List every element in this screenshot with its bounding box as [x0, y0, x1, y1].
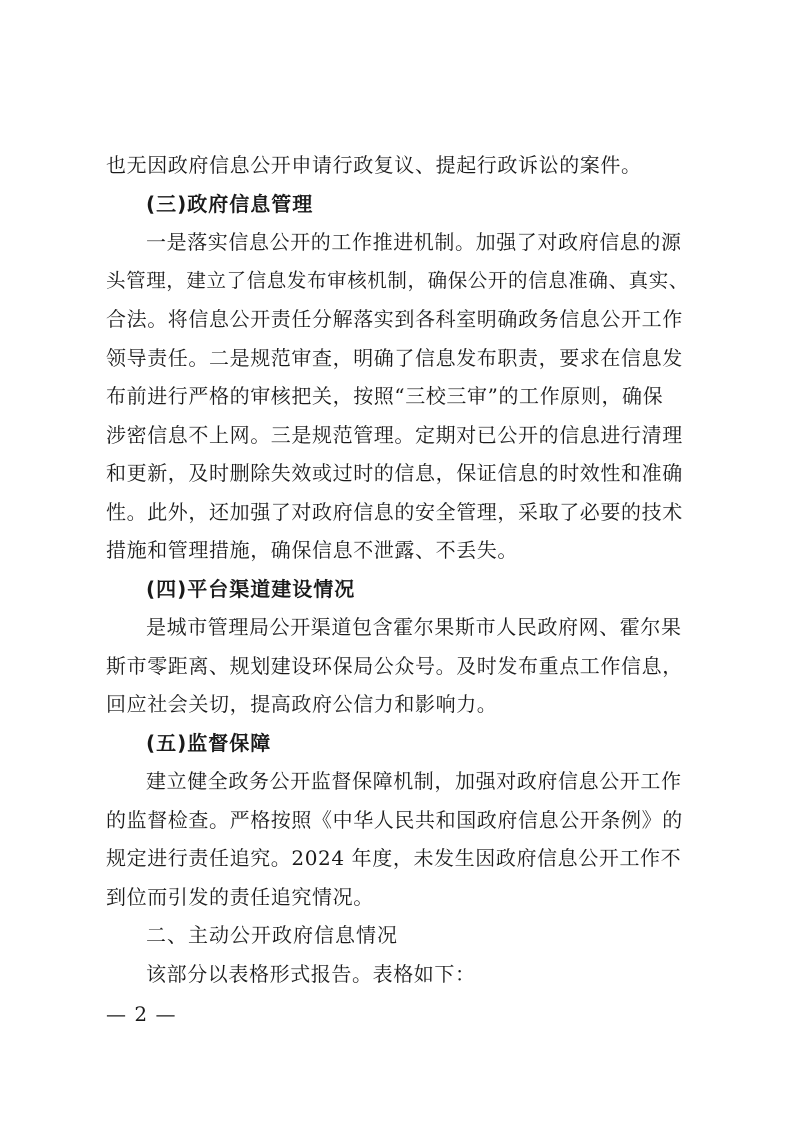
- paragraph-line: 涉密信息不上网。三是规范管理。定期对已公开的信息进行清理: [106, 422, 683, 447]
- section-heading: (五)监督保障: [146, 730, 272, 755]
- paragraph-line: 斯市零距离、规划建设环保局公众号。及时发布重点工作信息，: [106, 653, 683, 678]
- paragraph-line: 布前进行严格的审核把关，按照“三校三审”的工作原则，确保: [106, 384, 664, 408]
- paragraph-line: 的监督检查。严格按照《中华人民共和国政府信息公开条例》的: [106, 807, 683, 832]
- paragraph-line: 性。此外，还加强了对政府信息的安全管理，采取了必要的技术: [106, 499, 683, 524]
- section-heading: (三)政府信息管理: [146, 191, 314, 216]
- paragraph-line: 和更新，及时删除失效或过时的信息，保证信息的时效性和准确: [106, 461, 683, 485]
- paragraph-line: 是城市管理局公开渠道包含霍尔果斯市人民政府网、霍尔果: [146, 615, 682, 639]
- document-body: [106, 146, 690, 993]
- paragraph-line: 也无因政府信息公开申请行政复议、提起行政诉讼的案件。: [106, 153, 642, 177]
- paragraph-line: 到位而引发的责任追究情况。: [106, 884, 374, 909]
- paragraph-line: 规定进行责任追究。2024 年度，未发生因政府信息公开工作不: [106, 846, 682, 870]
- section-heading: (四)平台渠道建设情况: [146, 576, 356, 601]
- paragraph-line: 该部分以表格形式报告。表格如下：: [146, 961, 476, 986]
- paragraph-line: 回应社会关切，提高政府公信力和影响力。: [106, 692, 498, 716]
- paragraph-line: 建立健全政务公开监督保障机制，加强对政府信息公开工作: [146, 769, 682, 793]
- paragraph-line: 领导责任。二是规范审查，明确了信息发布职责，要求在信息发: [106, 345, 683, 370]
- paragraph-line: 合法。将信息公开责任分解落实到各科室明确政务信息公开工作: [106, 307, 683, 331]
- paragraph-line: 一是落实信息公开的工作推进机制。加强了对政府信息的源: [146, 230, 682, 254]
- page-number: — 2 —: [106, 1002, 177, 1026]
- paragraph-line: 措施和管理措施，确保信息不泄露、不丢失。: [106, 538, 518, 562]
- section-heading: 二、主动公开政府信息情况: [146, 923, 398, 947]
- paragraph-line: 头管理，建立了信息发布审核机制，确保公开的信息准确、真实、: [106, 268, 689, 292]
